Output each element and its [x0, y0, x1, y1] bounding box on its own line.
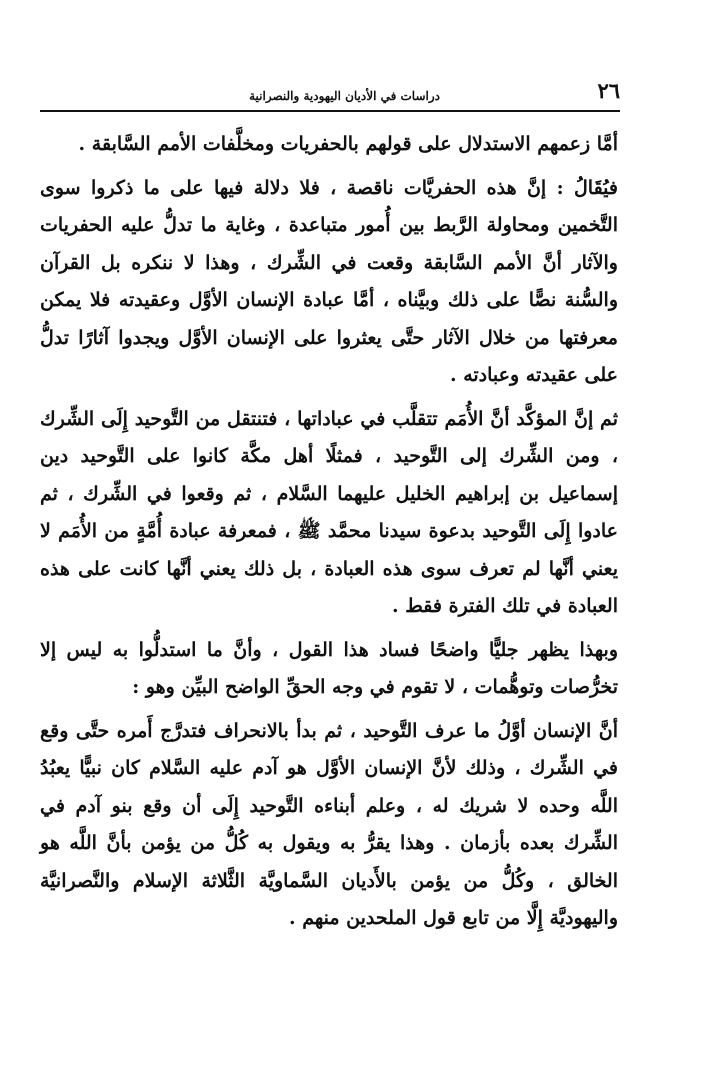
paragraph-5: أنَّ الإنسان أوَّلُ ما عرف التَّوحيد ، ثم بدأ بالانحراف فتدرَّج أَمره حتَّى وقع في الشِّرك ، وذلك لأنَّ الإنسان الأوَّل هو آدم عليه السَّلام كان نبيًّا يعبُدُ اللَّه وحده لا شريك له ، وعلم أبناءه التَّوحيد إِلَى أن وقع بنو آدم في الشِّرك بعده بأزمان . وهذا يقرُّ به ويقول به كُلُّ من يؤمن بأنَّ اللَّه هو الخالق ، وكُلُّ من يؤمن بالأَديان السَّماويَّة الثَّلاثة الإسلام والنَّصرانيَّة واليهوديَّة إِلَّا من تابع قول الملحدين منهم .	[40, 719, 618, 929]
page-number: ٢٦	[597, 78, 620, 103]
paragraph-1: أمَّا زعمهم الاستدلال على قولهم بالحفريات ومخلَّفات الأمم السَّابقة .	[78, 133, 618, 155]
paragraph-3: ثم إنَّ المؤكَّد أنَّ الأُمَم تتقلَّب في عباداتها ، فتنتقل من التَّوحيد إِلَى الشِّرك ، ومن الشِّرك إلى التَّوحيد ، فمثلًا أهل مكَّة كانوا على التَّوحيد دين إسماعيل بن إبراهيم الخليل عليهما السَّلام ، ثم وقعوا في الشِّرك ، ثم عادوا إِلَى التَّوحيد بدعوة سيدنا محمَّد ﷺ ، فمعرفة عبادة أُمَّةٍ من الأُمَم لا يعني أنَّها لم تعرف سوى هذه العبادة ، بل ذلك يعني أنَّها كانت على هذه العبادة في تلك الفترة فقط .	[40, 407, 618, 617]
page-header	[40, 78, 620, 106]
paragraph-2: فيُقَالُ : إنَّ هذه الحفريَّات ناقصة ، فلا دلالة فيها على ما ذكروا سوى التَّخمين ومحاولة الرَّبط بين أُمور متباعدة ، وغاية ما تدلُّ عليه الحفريات والآثار أنَّ الأمم السَّابقة وقعت في الشِّرك ، وهذا لا ننكره بل القرآن والسُّنة نصًّا على ذلك وبيَّناه ، أمَّا عبادة الإنسان الأوَّل وعقيدته فلا يمكن معرفتها من خلال الآثار حتَّى يعثروا على الإنسان الأوَّل ويجدوا آثارًا تدلُّ على عقيدته وعبادته .	[40, 176, 618, 386]
header-divider	[40, 110, 620, 112]
paragraph-4: وبهذا يظهر جليًّا واضحًا فساد هذا القول ، وأنَّ ما استدلُّوا به ليس إلا تخرُّصات وتوهُّمات ، لا تقوم في وجه الحقِّ الواضح البيِّن وهو :	[40, 638, 618, 698]
body-text	[40, 126, 618, 944]
running-title: دراسات في الأديان اليهودية والنصرانية	[249, 89, 440, 103]
